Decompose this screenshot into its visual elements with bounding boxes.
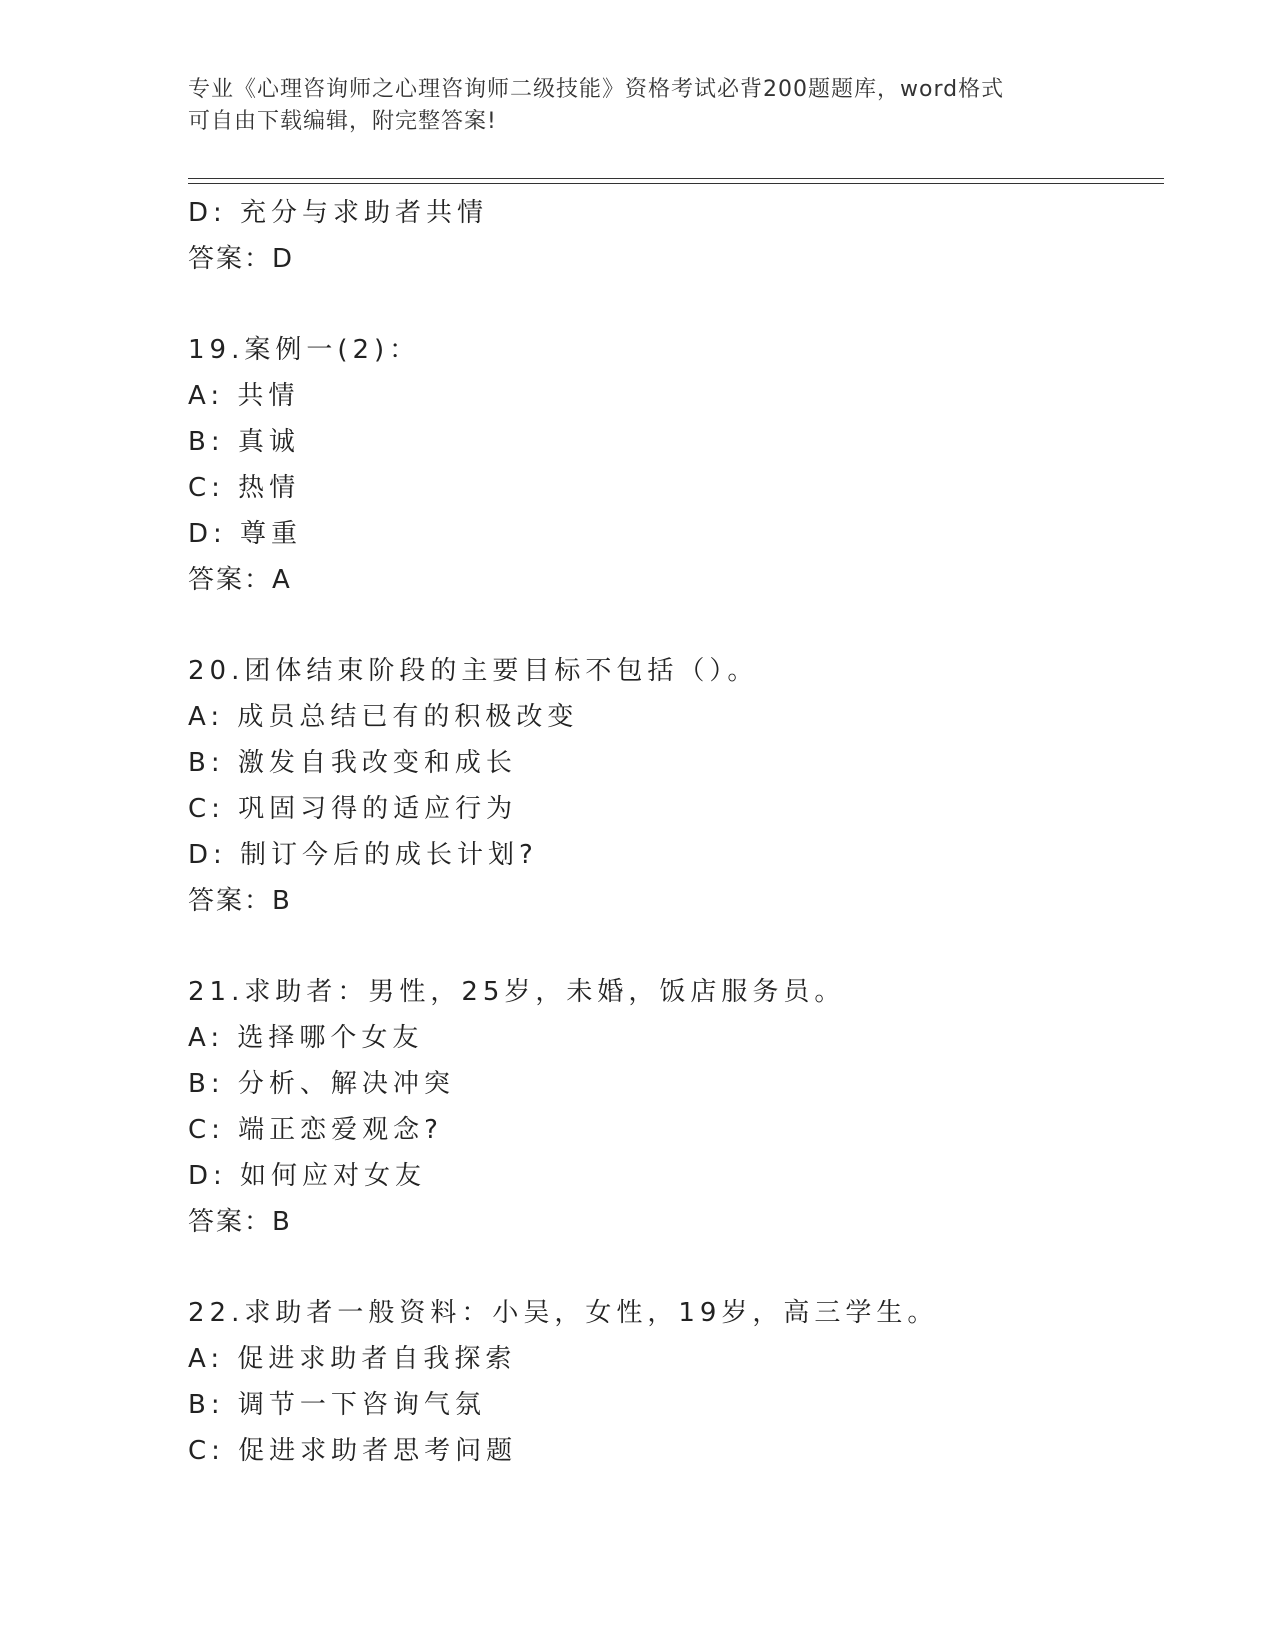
- answer-line: 答案：B: [188, 886, 292, 916]
- header-divider-top: [188, 178, 1164, 179]
- option-d: D: 如何应对女友: [188, 1161, 427, 1191]
- spacer: [188, 924, 1168, 969]
- answer-line: 答案：A: [188, 565, 292, 595]
- option-a: A: 共情: [188, 381, 300, 411]
- answer-line: 答案：B: [188, 1207, 292, 1237]
- option-a: A: 促进求助者自我探索: [188, 1344, 517, 1374]
- option-b: B: 真诚: [188, 427, 300, 457]
- header-divider-bottom: [188, 183, 1164, 184]
- question-text: 20.团体结束阶段的主要目标不包括（）。: [188, 656, 759, 686]
- option-a: A: 选择哪个女友: [188, 1023, 424, 1053]
- option-a: A: 成员总结已有的积极改变: [188, 702, 579, 732]
- option-c: C: 热情: [188, 473, 301, 503]
- question-text: 19.案例一(2)：: [188, 335, 421, 365]
- option-c: C: 端正恋爱观念?: [188, 1115, 443, 1145]
- option-b: B: 激发自我改变和成长: [188, 748, 517, 778]
- answer-line: 答案：D: [188, 244, 295, 274]
- question-block-22: [188, 1290, 1168, 1474]
- header-line-2: 可自由下载编辑，附完整答案!: [188, 109, 497, 134]
- option-c: C: 促进求助者思考问题: [188, 1436, 518, 1466]
- spacer: [188, 282, 1168, 327]
- header-line-1: 专业《心理咨询师之心理咨询师二级技能》资格考试必背200题题库，word格式: [188, 77, 1005, 102]
- question-text: 22.求助者一般资料：小吴，女性，19岁，高三学生。: [188, 1298, 939, 1328]
- option-d: D: 尊重: [188, 519, 303, 549]
- question-block-18: [188, 190, 1168, 282]
- option-c: C: 巩固习得的适应行为: [188, 794, 518, 824]
- option-b: B: 分析、解决冲突: [188, 1069, 455, 1099]
- document-header: [188, 74, 1088, 138]
- spacer: [188, 603, 1168, 648]
- question-block-21: [188, 969, 1168, 1245]
- question-list: [188, 190, 1168, 1474]
- question-block-20: [188, 648, 1168, 924]
- question-text: 21.求助者：男性，25岁，未婚，饭店服务员。: [188, 977, 846, 1007]
- option-d: D: 充分与求助者共情: [188, 198, 489, 228]
- question-block-19: [188, 327, 1168, 603]
- spacer: [188, 1245, 1168, 1290]
- option-d: D: 制订今后的成长计划?: [188, 840, 538, 870]
- option-b: B: 调节一下咨询气氛: [188, 1390, 486, 1420]
